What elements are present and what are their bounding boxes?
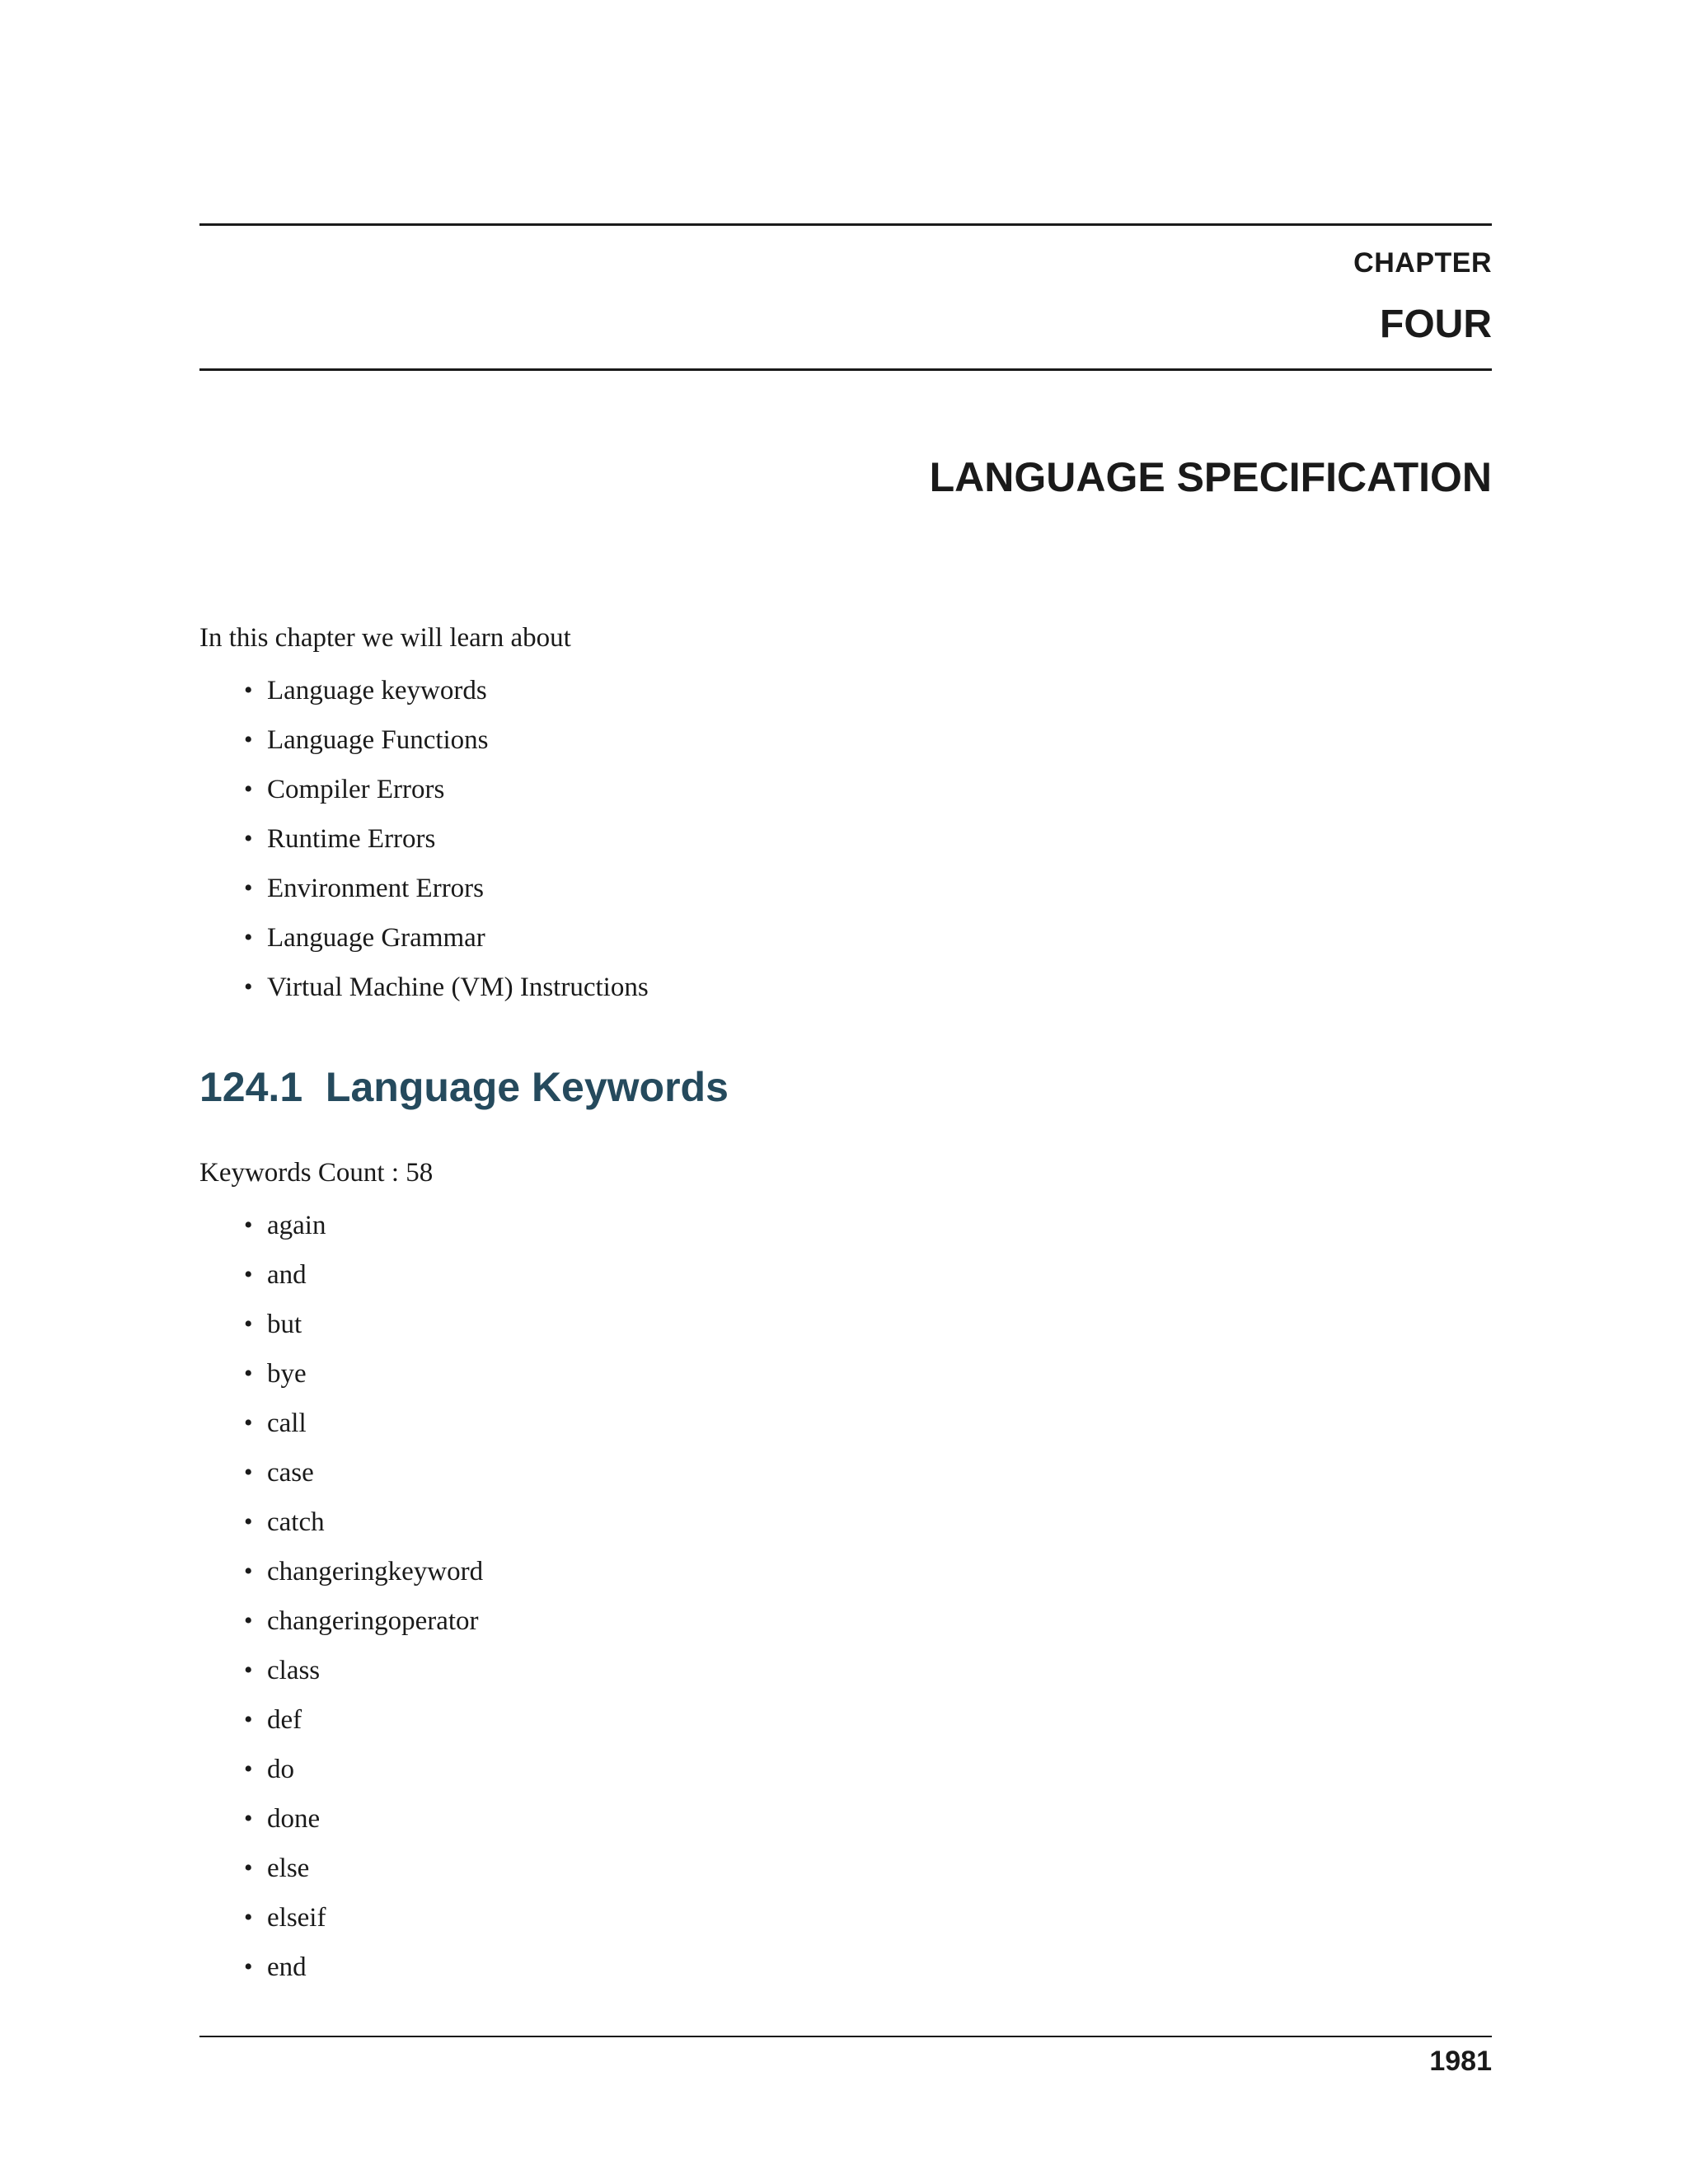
- chapter-top-rule: [199, 223, 1492, 226]
- bullet-icon: •: [244, 1360, 253, 1387]
- keyword-label: changeringkeyword: [267, 1557, 484, 1586]
- keyword-label: done: [267, 1804, 321, 1834]
- list-item: [244, 1753, 483, 1802]
- topic-list: [244, 674, 649, 1020]
- list-item: [244, 1308, 483, 1357]
- list-item: [244, 1951, 483, 2000]
- list-item: [244, 1704, 483, 1753]
- bullet-icon: •: [244, 1508, 253, 1535]
- list-item: [244, 1901, 483, 1951]
- bullet-icon: •: [244, 1459, 253, 1486]
- bullet-icon: •: [244, 1953, 253, 1980]
- list-item: [244, 1258, 483, 1308]
- topic-label: Virtual Machine (VM) Instructions: [267, 972, 649, 1002]
- list-item: [244, 921, 649, 971]
- keyword-label: and: [267, 1260, 307, 1290]
- topic-label: Compiler Errors: [267, 775, 445, 804]
- keyword-label: def: [267, 1705, 302, 1735]
- page-number: 1981: [1429, 2046, 1492, 2077]
- keyword-label: call: [267, 1408, 307, 1438]
- bullet-icon: •: [244, 1755, 253, 1783]
- list-item: [244, 823, 649, 872]
- topic-label: Language Grammar: [267, 923, 485, 953]
- footer-rule: [199, 2036, 1492, 2037]
- topic-label: Runtime Errors: [267, 824, 436, 854]
- list-item: [244, 674, 649, 724]
- topic-label: Language Functions: [267, 725, 489, 755]
- topic-label: Environment Errors: [267, 874, 485, 903]
- bullet-icon: •: [244, 1657, 253, 1684]
- bullet-icon: •: [244, 1212, 253, 1239]
- keyword-label: else: [267, 1854, 310, 1883]
- intro-text: In this chapter we will learn about: [199, 623, 571, 653]
- keyword-label: but: [267, 1310, 302, 1339]
- keyword-label: do: [267, 1755, 294, 1784]
- bullet-icon: •: [244, 726, 253, 753]
- list-item: [244, 1407, 483, 1456]
- bullet-icon: •: [244, 677, 253, 704]
- keyword-label: changeringoperator: [267, 1606, 479, 1636]
- keyword-label: class: [267, 1656, 321, 1685]
- section-heading: [199, 1063, 729, 1111]
- bullet-icon: •: [244, 776, 253, 803]
- bullet-icon: •: [244, 1261, 253, 1288]
- list-item: [244, 1852, 483, 1901]
- list-item: [244, 971, 649, 1020]
- keyword-label: again: [267, 1211, 326, 1240]
- topic-label: Language keywords: [267, 676, 487, 705]
- keyword-label: elseif: [267, 1903, 326, 1933]
- keywords-count: Keywords Count : 58: [199, 1158, 434, 1188]
- bullet-icon: •: [244, 924, 253, 951]
- bullet-icon: •: [244, 1409, 253, 1436]
- keyword-label: end: [267, 1952, 307, 1982]
- chapter-title: LANGUAGE SPECIFICATION: [929, 454, 1492, 500]
- list-item: [244, 1555, 483, 1605]
- list-item: [244, 1654, 483, 1704]
- list-item: [244, 1209, 483, 1258]
- bullet-icon: •: [244, 1310, 253, 1338]
- list-item: [244, 1802, 483, 1852]
- keyword-label: bye: [267, 1359, 307, 1389]
- chapter-bottom-rule: [199, 368, 1492, 371]
- bullet-icon: •: [244, 973, 253, 1001]
- keyword-label: catch: [267, 1507, 325, 1537]
- list-item: [244, 1605, 483, 1654]
- bullet-icon: •: [244, 825, 253, 852]
- section-title: Language Keywords: [325, 1064, 729, 1110]
- list-item: [244, 872, 649, 921]
- bullet-icon: •: [244, 1706, 253, 1733]
- bullet-icon: •: [244, 1558, 253, 1585]
- bullet-icon: •: [244, 1607, 253, 1634]
- keyword-label: case: [267, 1458, 314, 1488]
- keyword-list: [244, 1209, 483, 2000]
- list-item: [244, 773, 649, 823]
- list-item: [244, 1506, 483, 1555]
- chapter-number: FOUR: [1380, 302, 1492, 346]
- chapter-label: CHAPTER: [1353, 247, 1492, 279]
- section-number: 124.1: [199, 1064, 303, 1110]
- bullet-icon: •: [244, 1904, 253, 1931]
- list-item: [244, 724, 649, 773]
- list-item: [244, 1357, 483, 1407]
- bullet-icon: •: [244, 874, 253, 902]
- bullet-icon: •: [244, 1854, 253, 1882]
- bullet-icon: •: [244, 1805, 253, 1832]
- list-item: [244, 1456, 483, 1506]
